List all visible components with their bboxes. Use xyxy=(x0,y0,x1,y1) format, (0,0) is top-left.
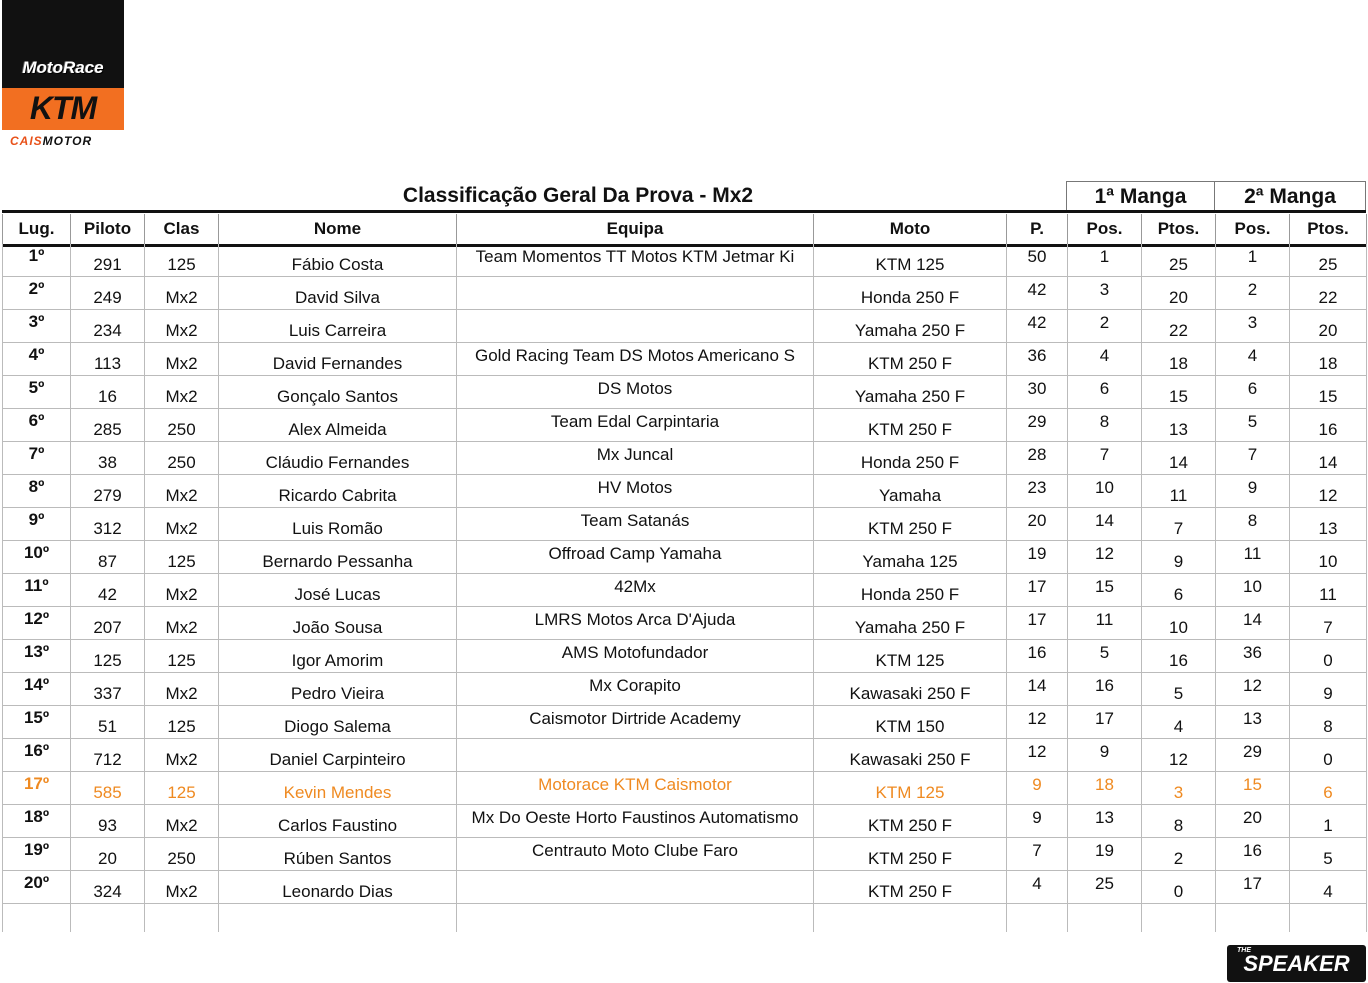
cell-p: 28 xyxy=(1007,442,1068,475)
cell-equipa: Team Momentos TT Motos KTM Jetmar Ki xyxy=(457,244,814,277)
empty-cell xyxy=(3,904,71,933)
cell-piloto: 234 xyxy=(71,310,145,343)
cell-p: 17 xyxy=(1007,607,1068,640)
empty-cell xyxy=(71,904,145,933)
cell-ptos1: 12 xyxy=(1142,739,1216,772)
empty-cell xyxy=(219,904,457,933)
cell-clas: 250 xyxy=(145,409,219,442)
table-row xyxy=(3,310,1367,343)
empty-cell xyxy=(145,904,219,933)
cell-clas: 250 xyxy=(145,442,219,475)
table-row xyxy=(3,673,1367,706)
cell-moto: KTM 250 F xyxy=(814,343,1007,376)
empty-cell xyxy=(1007,904,1068,933)
cell-piloto: 113 xyxy=(71,343,145,376)
cell-lug: 1º xyxy=(3,244,71,277)
cell-nome: Gonçalo Santos xyxy=(219,376,457,409)
cell-p: 17 xyxy=(1007,574,1068,607)
cell-ptos1: 22 xyxy=(1142,310,1216,343)
cell-nome: Pedro Vieira xyxy=(219,673,457,706)
cell-ptos1: 10 xyxy=(1142,607,1216,640)
cell-ptos2: 4 xyxy=(1290,871,1367,904)
cell-pos2: 2 xyxy=(1216,277,1290,310)
cell-p: 23 xyxy=(1007,475,1068,508)
cell-pos2: 20 xyxy=(1216,805,1290,838)
cell-lug: 19º xyxy=(3,838,71,871)
cell-nome: Leonardo Dias xyxy=(219,871,457,904)
cell-equipa xyxy=(457,310,814,343)
cell-ptos2: 20 xyxy=(1290,310,1367,343)
cell-nome: Rúben Santos xyxy=(219,838,457,871)
cell-nome: David Fernandes xyxy=(219,343,457,376)
col-moto: Moto xyxy=(814,214,1007,244)
manga1-header: 1ª Manga xyxy=(1066,181,1215,211)
results-table xyxy=(2,214,1367,932)
cell-equipa: LMRS Motos Arca D'Ajuda xyxy=(457,607,814,640)
col-clas: Clas xyxy=(145,214,219,244)
cell-nome: Kevin Mendes xyxy=(219,772,457,805)
speaker-prefix: THE xyxy=(1237,947,1251,954)
cell-lug: 6º xyxy=(3,409,71,442)
cell-clas: Mx2 xyxy=(145,343,219,376)
cell-piloto: 285 xyxy=(71,409,145,442)
cell-piloto: 291 xyxy=(71,244,145,277)
cell-nome: Luis Romão xyxy=(219,508,457,541)
empty-cell xyxy=(457,904,814,933)
cell-piloto: 712 xyxy=(71,739,145,772)
cell-pos2: 12 xyxy=(1216,673,1290,706)
cell-lug: 3º xyxy=(3,310,71,343)
cell-p: 14 xyxy=(1007,673,1068,706)
cell-pos1: 4 xyxy=(1068,343,1142,376)
cell-pos2: 5 xyxy=(1216,409,1290,442)
cell-piloto: 93 xyxy=(71,805,145,838)
cell-lug: 13º xyxy=(3,640,71,673)
cell-ptos2: 6 xyxy=(1290,772,1367,805)
cell-pos2: 9 xyxy=(1216,475,1290,508)
cell-moto: KTM 125 xyxy=(814,772,1007,805)
cell-lug: 7º xyxy=(3,442,71,475)
cell-moto: Kawasaki 250 F xyxy=(814,739,1007,772)
col-piloto: Piloto xyxy=(71,214,145,244)
cell-nome: João Sousa xyxy=(219,607,457,640)
cell-equipa: Caismotor Dirtride Academy xyxy=(457,706,814,739)
cell-ptos1: 11 xyxy=(1142,475,1216,508)
cell-ptos2: 13 xyxy=(1290,508,1367,541)
cell-piloto: 249 xyxy=(71,277,145,310)
cell-pos2: 7 xyxy=(1216,442,1290,475)
cell-pos2: 14 xyxy=(1216,607,1290,640)
cell-ptos2: 5 xyxy=(1290,838,1367,871)
logo-caismotor-text xyxy=(10,134,92,148)
cell-ptos2: 22 xyxy=(1290,277,1367,310)
cell-lug: 15º xyxy=(3,706,71,739)
cell-ptos1: 14 xyxy=(1142,442,1216,475)
cell-clas: Mx2 xyxy=(145,475,219,508)
cell-equipa: 42Mx xyxy=(457,574,814,607)
cell-p: 42 xyxy=(1007,277,1068,310)
cell-p: 4 xyxy=(1007,871,1068,904)
cell-clas: 125 xyxy=(145,541,219,574)
table-row xyxy=(3,541,1367,574)
cell-nome: David Silva xyxy=(219,277,457,310)
cell-pos1: 25 xyxy=(1068,871,1142,904)
cell-clas: 125 xyxy=(145,640,219,673)
cell-piloto: 324 xyxy=(71,871,145,904)
cell-equipa: Mx Corapito xyxy=(457,673,814,706)
cell-p: 29 xyxy=(1007,409,1068,442)
cell-pos2: 3 xyxy=(1216,310,1290,343)
cell-equipa: Gold Racing Team DS Motos Americano S xyxy=(457,343,814,376)
cell-p: 42 xyxy=(1007,310,1068,343)
cell-ptos2: 14 xyxy=(1290,442,1367,475)
cell-lug: 8º xyxy=(3,475,71,508)
cell-pos2: 36 xyxy=(1216,640,1290,673)
cell-equipa xyxy=(457,277,814,310)
cell-moto: KTM 150 xyxy=(814,706,1007,739)
table-row xyxy=(3,409,1367,442)
cell-ptos1: 18 xyxy=(1142,343,1216,376)
cell-lug: 10º xyxy=(3,541,71,574)
speaker-name: SPEAKER xyxy=(1243,951,1350,976)
cell-p: 36 xyxy=(1007,343,1068,376)
cell-pos1: 1 xyxy=(1068,244,1142,277)
cell-pos2: 6 xyxy=(1216,376,1290,409)
motorace-ktm-logo xyxy=(2,0,124,150)
cell-pos1: 3 xyxy=(1068,277,1142,310)
cell-nome: Alex Almeida xyxy=(219,409,457,442)
cell-clas: Mx2 xyxy=(145,508,219,541)
cell-pos1: 9 xyxy=(1068,739,1142,772)
table-row xyxy=(3,838,1367,871)
cell-pos1: 13 xyxy=(1068,805,1142,838)
cell-ptos2: 0 xyxy=(1290,739,1367,772)
table-row xyxy=(3,706,1367,739)
cell-ptos2: 15 xyxy=(1290,376,1367,409)
col-p: P. xyxy=(1007,214,1068,244)
cell-lug: 11º xyxy=(3,574,71,607)
cell-p: 16 xyxy=(1007,640,1068,673)
cell-pos2: 16 xyxy=(1216,838,1290,871)
cell-piloto: 38 xyxy=(71,442,145,475)
header-row xyxy=(3,214,1367,244)
cell-nome: Diogo Salema xyxy=(219,706,457,739)
cell-ptos1: 25 xyxy=(1142,244,1216,277)
cell-moto: KTM 125 xyxy=(814,244,1007,277)
table-row xyxy=(3,277,1367,310)
cell-lug: 4º xyxy=(3,343,71,376)
cell-equipa: HV Motos xyxy=(457,475,814,508)
page-title: Classificação Geral Da Prova - Mx2 xyxy=(402,184,754,207)
manga2-header: 2ª Manga xyxy=(1214,181,1366,211)
cell-clas: Mx2 xyxy=(145,376,219,409)
col-lug: Lug. xyxy=(3,214,71,244)
cell-pos2: 1 xyxy=(1216,244,1290,277)
cell-pos1: 5 xyxy=(1068,640,1142,673)
table-row xyxy=(3,772,1367,805)
cell-clas: 125 xyxy=(145,706,219,739)
cell-equipa xyxy=(457,739,814,772)
cell-clas: 125 xyxy=(145,244,219,277)
cell-lug: 2º xyxy=(3,277,71,310)
cell-ptos2: 18 xyxy=(1290,343,1367,376)
cell-pos1: 16 xyxy=(1068,673,1142,706)
cell-piloto: 51 xyxy=(71,706,145,739)
cell-pos2: 17 xyxy=(1216,871,1290,904)
cell-equipa: Mx Do Oeste Horto Faustinos Automatismo xyxy=(457,805,814,838)
empty-cell xyxy=(1068,904,1142,933)
cell-ptos1: 20 xyxy=(1142,277,1216,310)
header-top-rule xyxy=(2,210,1366,213)
cell-moto: KTM 250 F xyxy=(814,805,1007,838)
cell-clas: Mx2 xyxy=(145,805,219,838)
table-row xyxy=(3,607,1367,640)
cell-pos2: 15 xyxy=(1216,772,1290,805)
cell-pos1: 6 xyxy=(1068,376,1142,409)
cell-pos1: 12 xyxy=(1068,541,1142,574)
cell-clas: 125 xyxy=(145,772,219,805)
table-row xyxy=(3,739,1367,772)
cell-ptos2: 0 xyxy=(1290,640,1367,673)
cell-ptos2: 11 xyxy=(1290,574,1367,607)
cell-lug: 20º xyxy=(3,871,71,904)
cell-clas: 250 xyxy=(145,838,219,871)
cell-nome: José Lucas xyxy=(219,574,457,607)
cell-ptos2: 10 xyxy=(1290,541,1367,574)
table-row xyxy=(3,475,1367,508)
cell-ptos1: 8 xyxy=(1142,805,1216,838)
cell-ptos1: 15 xyxy=(1142,376,1216,409)
cell-p: 30 xyxy=(1007,376,1068,409)
cell-pos2: 4 xyxy=(1216,343,1290,376)
cell-moto: KTM 250 F xyxy=(814,871,1007,904)
cell-p: 12 xyxy=(1007,706,1068,739)
cell-moto: KTM 250 F xyxy=(814,838,1007,871)
cell-ptos2: 16 xyxy=(1290,409,1367,442)
col-pos2: Pos. xyxy=(1216,214,1290,244)
table-row xyxy=(3,574,1367,607)
cell-moto: Yamaha 250 F xyxy=(814,376,1007,409)
cell-nome: Cláudio Fernandes xyxy=(219,442,457,475)
cell-ptos1: 7 xyxy=(1142,508,1216,541)
cell-equipa: Centrauto Moto Clube Faro xyxy=(457,838,814,871)
logo-ktm-text: KTM xyxy=(29,90,97,126)
cell-clas: Mx2 xyxy=(145,607,219,640)
col-ptos1: Ptos. xyxy=(1142,214,1216,244)
cell-lug: 9º xyxy=(3,508,71,541)
cell-ptos2: 1 xyxy=(1290,805,1367,838)
cell-ptos2: 9 xyxy=(1290,673,1367,706)
cell-lug: 17º xyxy=(3,772,71,805)
cell-p: 19 xyxy=(1007,541,1068,574)
cell-moto: Yamaha 250 F xyxy=(814,607,1007,640)
cell-ptos2: 12 xyxy=(1290,475,1367,508)
cell-piloto: 42 xyxy=(71,574,145,607)
cell-moto: KTM 125 xyxy=(814,640,1007,673)
cell-moto: KTM 250 F xyxy=(814,508,1007,541)
cell-pos1: 14 xyxy=(1068,508,1142,541)
empty-cell xyxy=(1216,904,1290,933)
cell-pos1: 7 xyxy=(1068,442,1142,475)
cell-ptos1: 3 xyxy=(1142,772,1216,805)
cell-ptos1: 0 xyxy=(1142,871,1216,904)
cell-clas: Mx2 xyxy=(145,739,219,772)
cell-pos1: 11 xyxy=(1068,607,1142,640)
cell-clas: Mx2 xyxy=(145,574,219,607)
cell-p: 9 xyxy=(1007,805,1068,838)
empty-cell xyxy=(1142,904,1216,933)
cell-ptos1: 2 xyxy=(1142,838,1216,871)
col-equipa: Equipa xyxy=(457,214,814,244)
cell-equipa: DS Motos xyxy=(457,376,814,409)
cell-ptos2: 7 xyxy=(1290,607,1367,640)
logo-motorace-text: MotoRace xyxy=(22,58,104,77)
empty-cell xyxy=(1290,904,1367,933)
cell-nome: Daniel Carpinteiro xyxy=(219,739,457,772)
cell-ptos1: 4 xyxy=(1142,706,1216,739)
cell-pos1: 18 xyxy=(1068,772,1142,805)
cell-pos1: 10 xyxy=(1068,475,1142,508)
cell-moto: Yamaha 125 xyxy=(814,541,1007,574)
cell-nome: Luis Carreira xyxy=(219,310,457,343)
table-row xyxy=(3,343,1367,376)
cell-ptos1: 16 xyxy=(1142,640,1216,673)
empty-row xyxy=(3,904,1367,933)
table-row xyxy=(3,640,1367,673)
cell-pos1: 2 xyxy=(1068,310,1142,343)
cell-moto: Kawasaki 250 F xyxy=(814,673,1007,706)
cell-clas: Mx2 xyxy=(145,277,219,310)
cell-clas: Mx2 xyxy=(145,673,219,706)
cell-p: 7 xyxy=(1007,838,1068,871)
cell-moto: Yamaha xyxy=(814,475,1007,508)
cell-ptos1: 6 xyxy=(1142,574,1216,607)
cell-ptos2: 25 xyxy=(1290,244,1367,277)
cell-piloto: 207 xyxy=(71,607,145,640)
cell-equipa: Team Satanás xyxy=(457,508,814,541)
cell-lug: 16º xyxy=(3,739,71,772)
logo-motor-part: MOTOR xyxy=(42,134,93,148)
cell-ptos1: 9 xyxy=(1142,541,1216,574)
logo-cais-part: CAIS xyxy=(10,134,43,148)
cell-nome: Igor Amorim xyxy=(219,640,457,673)
cell-moto: Honda 250 F xyxy=(814,574,1007,607)
cell-piloto: 125 xyxy=(71,640,145,673)
cell-moto: Honda 250 F xyxy=(814,277,1007,310)
cell-pos2: 10 xyxy=(1216,574,1290,607)
cell-moto: Honda 250 F xyxy=(814,442,1007,475)
table-row xyxy=(3,871,1367,904)
col-nome: Nome xyxy=(219,214,457,244)
col-pos1: Pos. xyxy=(1068,214,1142,244)
cell-nome: Ricardo Cabrita xyxy=(219,475,457,508)
cell-piloto: 279 xyxy=(71,475,145,508)
cell-moto: Yamaha 250 F xyxy=(814,310,1007,343)
table-row xyxy=(3,442,1367,475)
cell-lug: 18º xyxy=(3,805,71,838)
table-row xyxy=(3,805,1367,838)
cell-p: 20 xyxy=(1007,508,1068,541)
cell-pos1: 19 xyxy=(1068,838,1142,871)
cell-equipa: Motorace KTM Caismotor xyxy=(457,772,814,805)
cell-clas: Mx2 xyxy=(145,871,219,904)
cell-p: 12 xyxy=(1007,739,1068,772)
cell-pos2: 13 xyxy=(1216,706,1290,739)
table-row xyxy=(3,376,1367,409)
cell-pos2: 8 xyxy=(1216,508,1290,541)
cell-clas: Mx2 xyxy=(145,310,219,343)
cell-nome: Fábio Costa xyxy=(219,244,457,277)
cell-equipa xyxy=(457,871,814,904)
cell-piloto: 16 xyxy=(71,376,145,409)
cell-pos1: 8 xyxy=(1068,409,1142,442)
cell-equipa: Offroad Camp Yamaha xyxy=(457,541,814,574)
cell-moto: KTM 250 F xyxy=(814,409,1007,442)
cell-piloto: 337 xyxy=(71,673,145,706)
cell-ptos1: 5 xyxy=(1142,673,1216,706)
cell-pos1: 15 xyxy=(1068,574,1142,607)
empty-cell xyxy=(814,904,1007,933)
cell-pos2: 11 xyxy=(1216,541,1290,574)
cell-nome: Carlos Faustino xyxy=(219,805,457,838)
col-ptos2: Ptos. xyxy=(1290,214,1367,244)
cell-piloto: 20 xyxy=(71,838,145,871)
cell-p: 50 xyxy=(1007,244,1068,277)
cell-nome: Bernardo Pessanha xyxy=(219,541,457,574)
cell-equipa: AMS Motofundador xyxy=(457,640,814,673)
cell-piloto: 585 xyxy=(71,772,145,805)
cell-pos2: 29 xyxy=(1216,739,1290,772)
cell-lug: 14º xyxy=(3,673,71,706)
cell-ptos2: 8 xyxy=(1290,706,1367,739)
cell-ptos1: 13 xyxy=(1142,409,1216,442)
cell-piloto: 87 xyxy=(71,541,145,574)
cell-p: 9 xyxy=(1007,772,1068,805)
cell-piloto: 312 xyxy=(71,508,145,541)
cell-equipa: Mx Juncal xyxy=(457,442,814,475)
table-row xyxy=(3,244,1367,277)
cell-pos1: 17 xyxy=(1068,706,1142,739)
cell-lug: 12º xyxy=(3,607,71,640)
the-speaker-logo xyxy=(1227,945,1366,982)
table-row xyxy=(3,508,1367,541)
cell-lug: 5º xyxy=(3,376,71,409)
cell-equipa: Team Edal Carpintaria xyxy=(457,409,814,442)
